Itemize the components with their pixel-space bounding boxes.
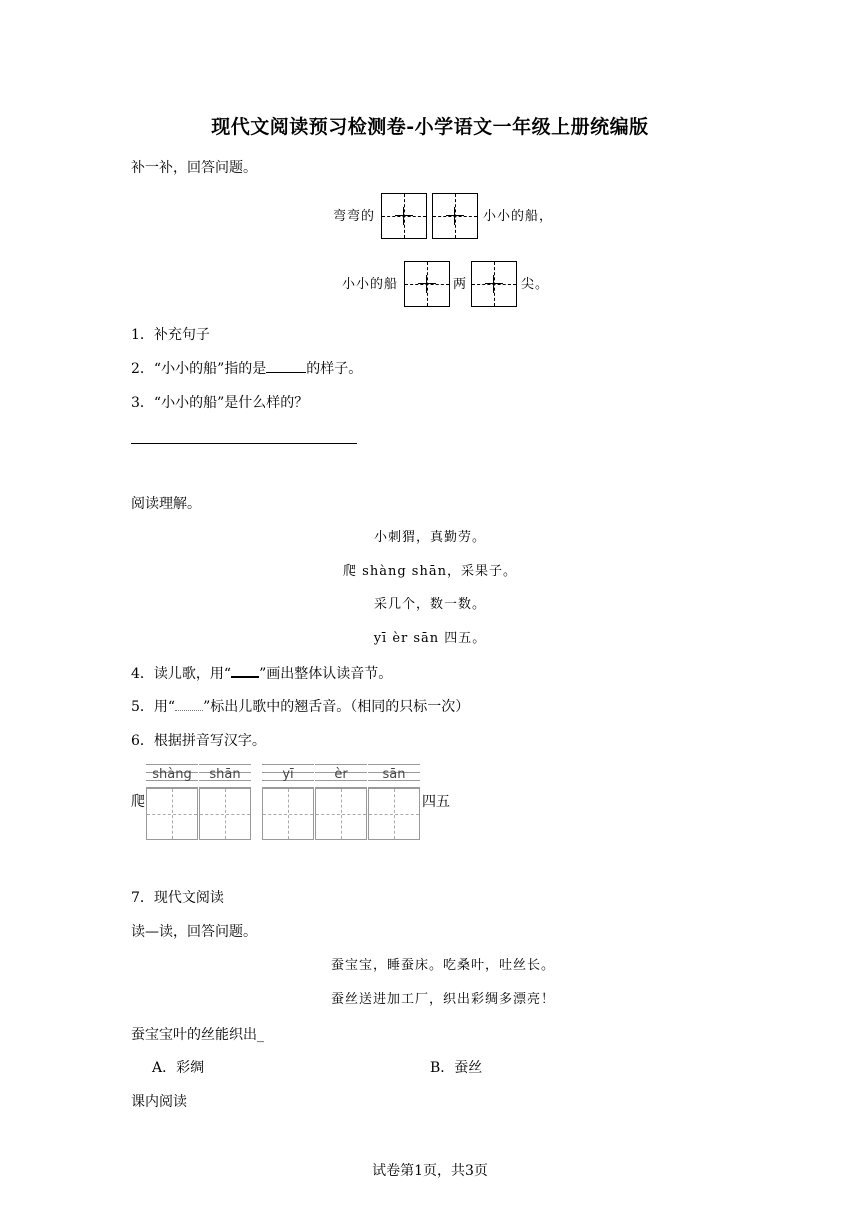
poem3-line-2: 蚕丝送进加工厂，织出彩绸多漂亮！: [330, 992, 555, 1007]
poem3-line-1: 蚕宝宝，睡蚕床。吃桑叶，吐丝长。: [330, 958, 555, 973]
option-b[interactable]: B．蚕丝: [430, 1060, 483, 1076]
poem2-line-2: 爬 shàng shān，采果子。: [343, 564, 517, 579]
write-box-1[interactable]: [146, 788, 198, 840]
answer-blank-2[interactable]: [266, 372, 306, 373]
line2-prefix: 小小的船: [342, 277, 399, 292]
underline-sample: [231, 676, 259, 678]
tianzi-box-2[interactable]: [432, 193, 478, 239]
question-5: [131, 697, 469, 717]
grid-right-char: 四五: [422, 794, 450, 810]
pinyin-cell-yi: [262, 764, 314, 788]
question-2: [131, 359, 362, 379]
question-6: 6．根据拼音写汉字。: [131, 733, 266, 749]
section1-intro: 补一补，回答问题。: [131, 160, 257, 176]
section3-intro: 读—读，回答问题。: [131, 924, 257, 940]
question-4-prefix: 4．读儿歌，用“: [131, 666, 232, 682]
option-a[interactable]: A．彩绸: [152, 1060, 205, 1076]
line2-middle: 两: [453, 277, 468, 292]
pinyin-cell-san: [368, 764, 420, 788]
pinyin-san: sān: [382, 767, 406, 782]
question-4: [131, 664, 392, 684]
question-3: 3．“小小的船”是什么样的？: [131, 395, 309, 411]
question-7: 7．现代文阅读: [131, 890, 224, 906]
poem2-line-1: 小刺猬，真勤劳。: [373, 530, 486, 545]
write-box-2[interactable]: [199, 788, 251, 840]
tianzi-box-1[interactable]: [381, 193, 427, 239]
tianzi-box-3[interactable]: [404, 261, 450, 307]
answer-line-3[interactable]: [131, 443, 357, 444]
pinyin-cell-shang: [146, 764, 198, 788]
line2-suffix: 尖。: [521, 277, 550, 292]
pinyin-shang: shàng: [152, 767, 192, 782]
line1-prefix: 弯弯的: [333, 209, 376, 224]
question-1: 1．补充句子: [131, 327, 210, 343]
next-section-label: 课内阅读: [131, 1094, 187, 1110]
pinyin-shan: shān: [209, 767, 241, 782]
question-5-prefix: 5．用“: [131, 699, 176, 715]
section2-intro: 阅读理解。: [131, 496, 201, 512]
grid-left-char: 爬: [131, 794, 145, 810]
pinyin-yi: yī: [282, 767, 294, 782]
pinyin-er: èr: [334, 767, 348, 782]
pinyin-cell-shan: [199, 764, 251, 788]
question-5-suffix: ”标出儿歌中的翘舌音。（相同的只标一次）: [203, 699, 470, 715]
question-2-prefix: 2．“小小的船”指的是: [131, 361, 267, 377]
write-box-3[interactable]: [262, 788, 314, 840]
page-title: 现代文阅读预习检测卷-小学语文一年级上册统编版: [211, 116, 649, 138]
poem2-line-3: 采几个，数一数。: [373, 597, 486, 612]
poem2-line-4: yī èr sān 四五。: [373, 631, 487, 646]
write-box-5[interactable]: [368, 788, 420, 840]
write-box-4[interactable]: [315, 788, 367, 840]
dotted-mark-sample: [175, 710, 203, 711]
pinyin-cell-er: [315, 764, 367, 788]
question-4-suffix: ”画出整体认读音节。: [259, 666, 393, 682]
question-7-text: 蚕宝宝叶的丝能织出_: [131, 1027, 264, 1043]
tianzi-box-4[interactable]: [471, 261, 517, 307]
page-footer: 试卷第1页，共3页: [372, 1163, 488, 1179]
line1-suffix: 小小的船，: [483, 209, 554, 224]
question-2-suffix: 的样子。: [306, 361, 363, 377]
